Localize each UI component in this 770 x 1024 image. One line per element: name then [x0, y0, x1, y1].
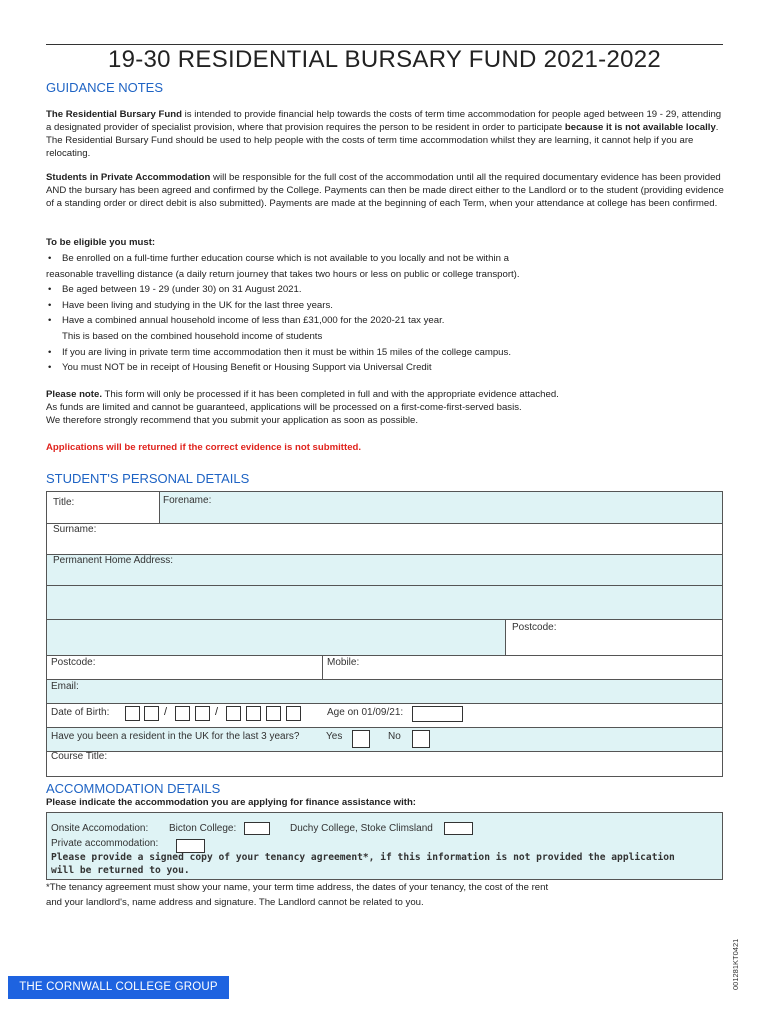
eligibility-list — [46, 251, 726, 376]
please-note — [46, 388, 726, 427]
mobile-label: Mobile: — [327, 657, 360, 668]
residency-question: Have you been a resident in the UK for the last 3 years? — [51, 731, 300, 742]
eligibility-item: • You must NOT be in receipt of Housing Benefit or Housing Support via Universal Credit — [46, 360, 726, 376]
dob-separator: / — [215, 706, 219, 718]
dob-age-row — [47, 704, 722, 728]
accommodation-form — [46, 812, 723, 880]
note-line-2: As funds are limited and cannot be guaranteed, applications will be processed on a first-come-first-served basis. — [46, 402, 522, 413]
address-field-line-3[interactable] — [47, 620, 505, 655]
private-accom-emphasis: Students in Private Accommodation — [46, 172, 211, 183]
bicton-label: Bicton College: — [169, 823, 237, 834]
residency-yes-checkbox[interactable] — [352, 730, 370, 748]
note-line-1: This form will only be processed if it has been completed in full and with the appropriate evidence attached. — [102, 389, 559, 400]
evidence-warning: Applications will be returned if the correct evidence is not submitted. — [46, 442, 362, 453]
email-field[interactable] — [47, 680, 722, 704]
address-field-line-2[interactable] — [47, 586, 722, 620]
postcode-mobile-row — [47, 656, 722, 680]
tenancy-instruction-line-2: will be returned to you. — [51, 865, 190, 876]
dob-label: Date of Birth: — [51, 707, 110, 718]
address-postcode-label: Postcode: — [512, 622, 557, 633]
bicton-checkbox[interactable] — [244, 822, 270, 835]
address-label: Permanent Home Address: — [53, 555, 174, 566]
note-line-3: We therefore strongly recommend that you submit your application as soon as possible. — [46, 415, 419, 426]
eligible-heading: To be eligible you must: — [46, 237, 156, 248]
address-field-line-1[interactable] — [47, 555, 722, 586]
p2-text: will be responsible for the full cost of the accommodation until all the required documentary evidence has been provided AND the bursary has been agreed and confirmed by the College. Payments can then be made direct either to the Landlord or to the student (providing evidence of a standing order or direct debit is also submitted). Payments are made at the beginning of each Term, when your attendance at college has been confirmed. — [46, 172, 724, 209]
title-forename-row — [47, 492, 722, 524]
tenancy-footnote — [46, 880, 726, 910]
dob-year-box-2[interactable] — [246, 706, 261, 721]
dob-year-box-4[interactable] — [286, 706, 301, 721]
course-title-label: Course Title: — [51, 751, 108, 762]
eligibility-item: • Have been living and studying in the UK for the last three years. — [46, 298, 726, 314]
surname-label: Surname: — [53, 524, 97, 535]
fund-name: The Residential Bursary Fund — [46, 109, 182, 120]
personal-details-heading: STUDENT'S PERSONAL DETAILS — [46, 471, 250, 486]
title-label: Title: — [53, 497, 75, 508]
p1-text-b: . The Residential Bursary Fund should be used to help people with the costs of term time accommodation whilst they are learning, it cannot help if you are relocating. — [46, 122, 719, 159]
surname-field[interactable] — [47, 524, 722, 555]
dob-year-box-1[interactable] — [226, 706, 241, 721]
accommodation-instruction: Please indicate the accommodation you are applying for finance assistance with: — [46, 797, 416, 808]
duchy-label: Duchy College, Stoke Climsland — [290, 823, 433, 834]
footnote-line-1: *The tenancy agreement must show your name, your term time address, the dates of your tenancy, the cost of the rent — [46, 882, 549, 893]
dob-separator: / — [164, 706, 168, 718]
residency-row — [47, 728, 722, 752]
residency-no-checkbox[interactable] — [412, 730, 430, 748]
dob-day-box-1[interactable] — [125, 706, 140, 721]
dob-year-box-3[interactable] — [266, 706, 281, 721]
divider — [505, 620, 506, 655]
eligibility-item: • Be aged between 19 - 29 (under 30) on 31 August 2021. — [46, 282, 726, 298]
eligibility-item: • If you are living in private term time accommodation then it must be within 15 miles of the college campus. — [46, 345, 726, 361]
dob-month-box-2[interactable] — [195, 706, 210, 721]
postcode-label: Postcode: — [51, 657, 96, 668]
eligibility-item: • Be enrolled on a full-time further education course which is not available to you locally and not be within a — [46, 251, 726, 267]
locally-emphasis: because it is not available locally — [564, 122, 716, 133]
private-accommodation-label: Private accommodation: — [51, 838, 159, 849]
age-input[interactable] — [412, 706, 463, 722]
footnote-line-2: and your landlord's, name address and signature. The Landlord cannot be related to you. — [46, 897, 424, 908]
title-rule — [46, 44, 723, 45]
guidance-paragraph-1 — [46, 108, 726, 160]
guidance-heading: GUIDANCE NOTES — [46, 80, 164, 95]
tenancy-instruction-line-1: Please provide a signed copy of your tenancy agreement*, if this information is not provided the application — [51, 852, 675, 863]
course-title-field[interactable] — [47, 752, 722, 776]
p1-text-a: is intended to provide financial help towards the costs of term time accommodation for people aged between 19 - 29, attending a designated provider of specialist provision, where that provision requires the person to be resident in order to participate — [46, 109, 722, 133]
postcode-field[interactable] — [47, 656, 322, 679]
page-title: 19-30 RESIDENTIAL BURSARY FUND 2021-2022 — [107, 46, 662, 73]
residency-no-label: No — [388, 731, 401, 742]
email-label: Email: — [51, 681, 79, 692]
forename-label: Forename: — [163, 495, 212, 506]
eligibility-item: • Have a combined annual household income of less than £31,000 for the 2020-21 tax year. — [46, 313, 726, 329]
duchy-checkbox[interactable] — [444, 822, 473, 835]
dob-month-box-1[interactable] — [175, 706, 190, 721]
personal-details-form — [46, 491, 723, 777]
age-label: Age on 01/09/21: — [327, 707, 404, 718]
residency-yes-label: Yes — [326, 731, 343, 742]
address-postcode-row — [47, 620, 722, 656]
accommodation-heading: ACCOMMODATION DETAILS — [46, 781, 221, 796]
eligibility-item-continued: This is based on the combined household income of students — [62, 330, 323, 342]
mobile-field[interactable] — [323, 656, 722, 679]
brand-banner: THE CORNWALL COLLEGE GROUP — [8, 976, 229, 999]
dob-day-box-2[interactable] — [144, 706, 159, 721]
guidance-paragraph-2 — [46, 171, 726, 210]
private-accommodation-checkbox[interactable] — [176, 839, 205, 853]
onsite-label: Onsite Accomodation: — [51, 823, 149, 834]
eligibility-item-continued: reasonable travelling distance (a daily return journey that takes two hours or less on public or college transport). — [46, 268, 520, 280]
note-label: Please note. — [46, 389, 102, 400]
form-code: 001281KT0421 — [731, 938, 740, 990]
forename-field[interactable] — [160, 492, 722, 523]
